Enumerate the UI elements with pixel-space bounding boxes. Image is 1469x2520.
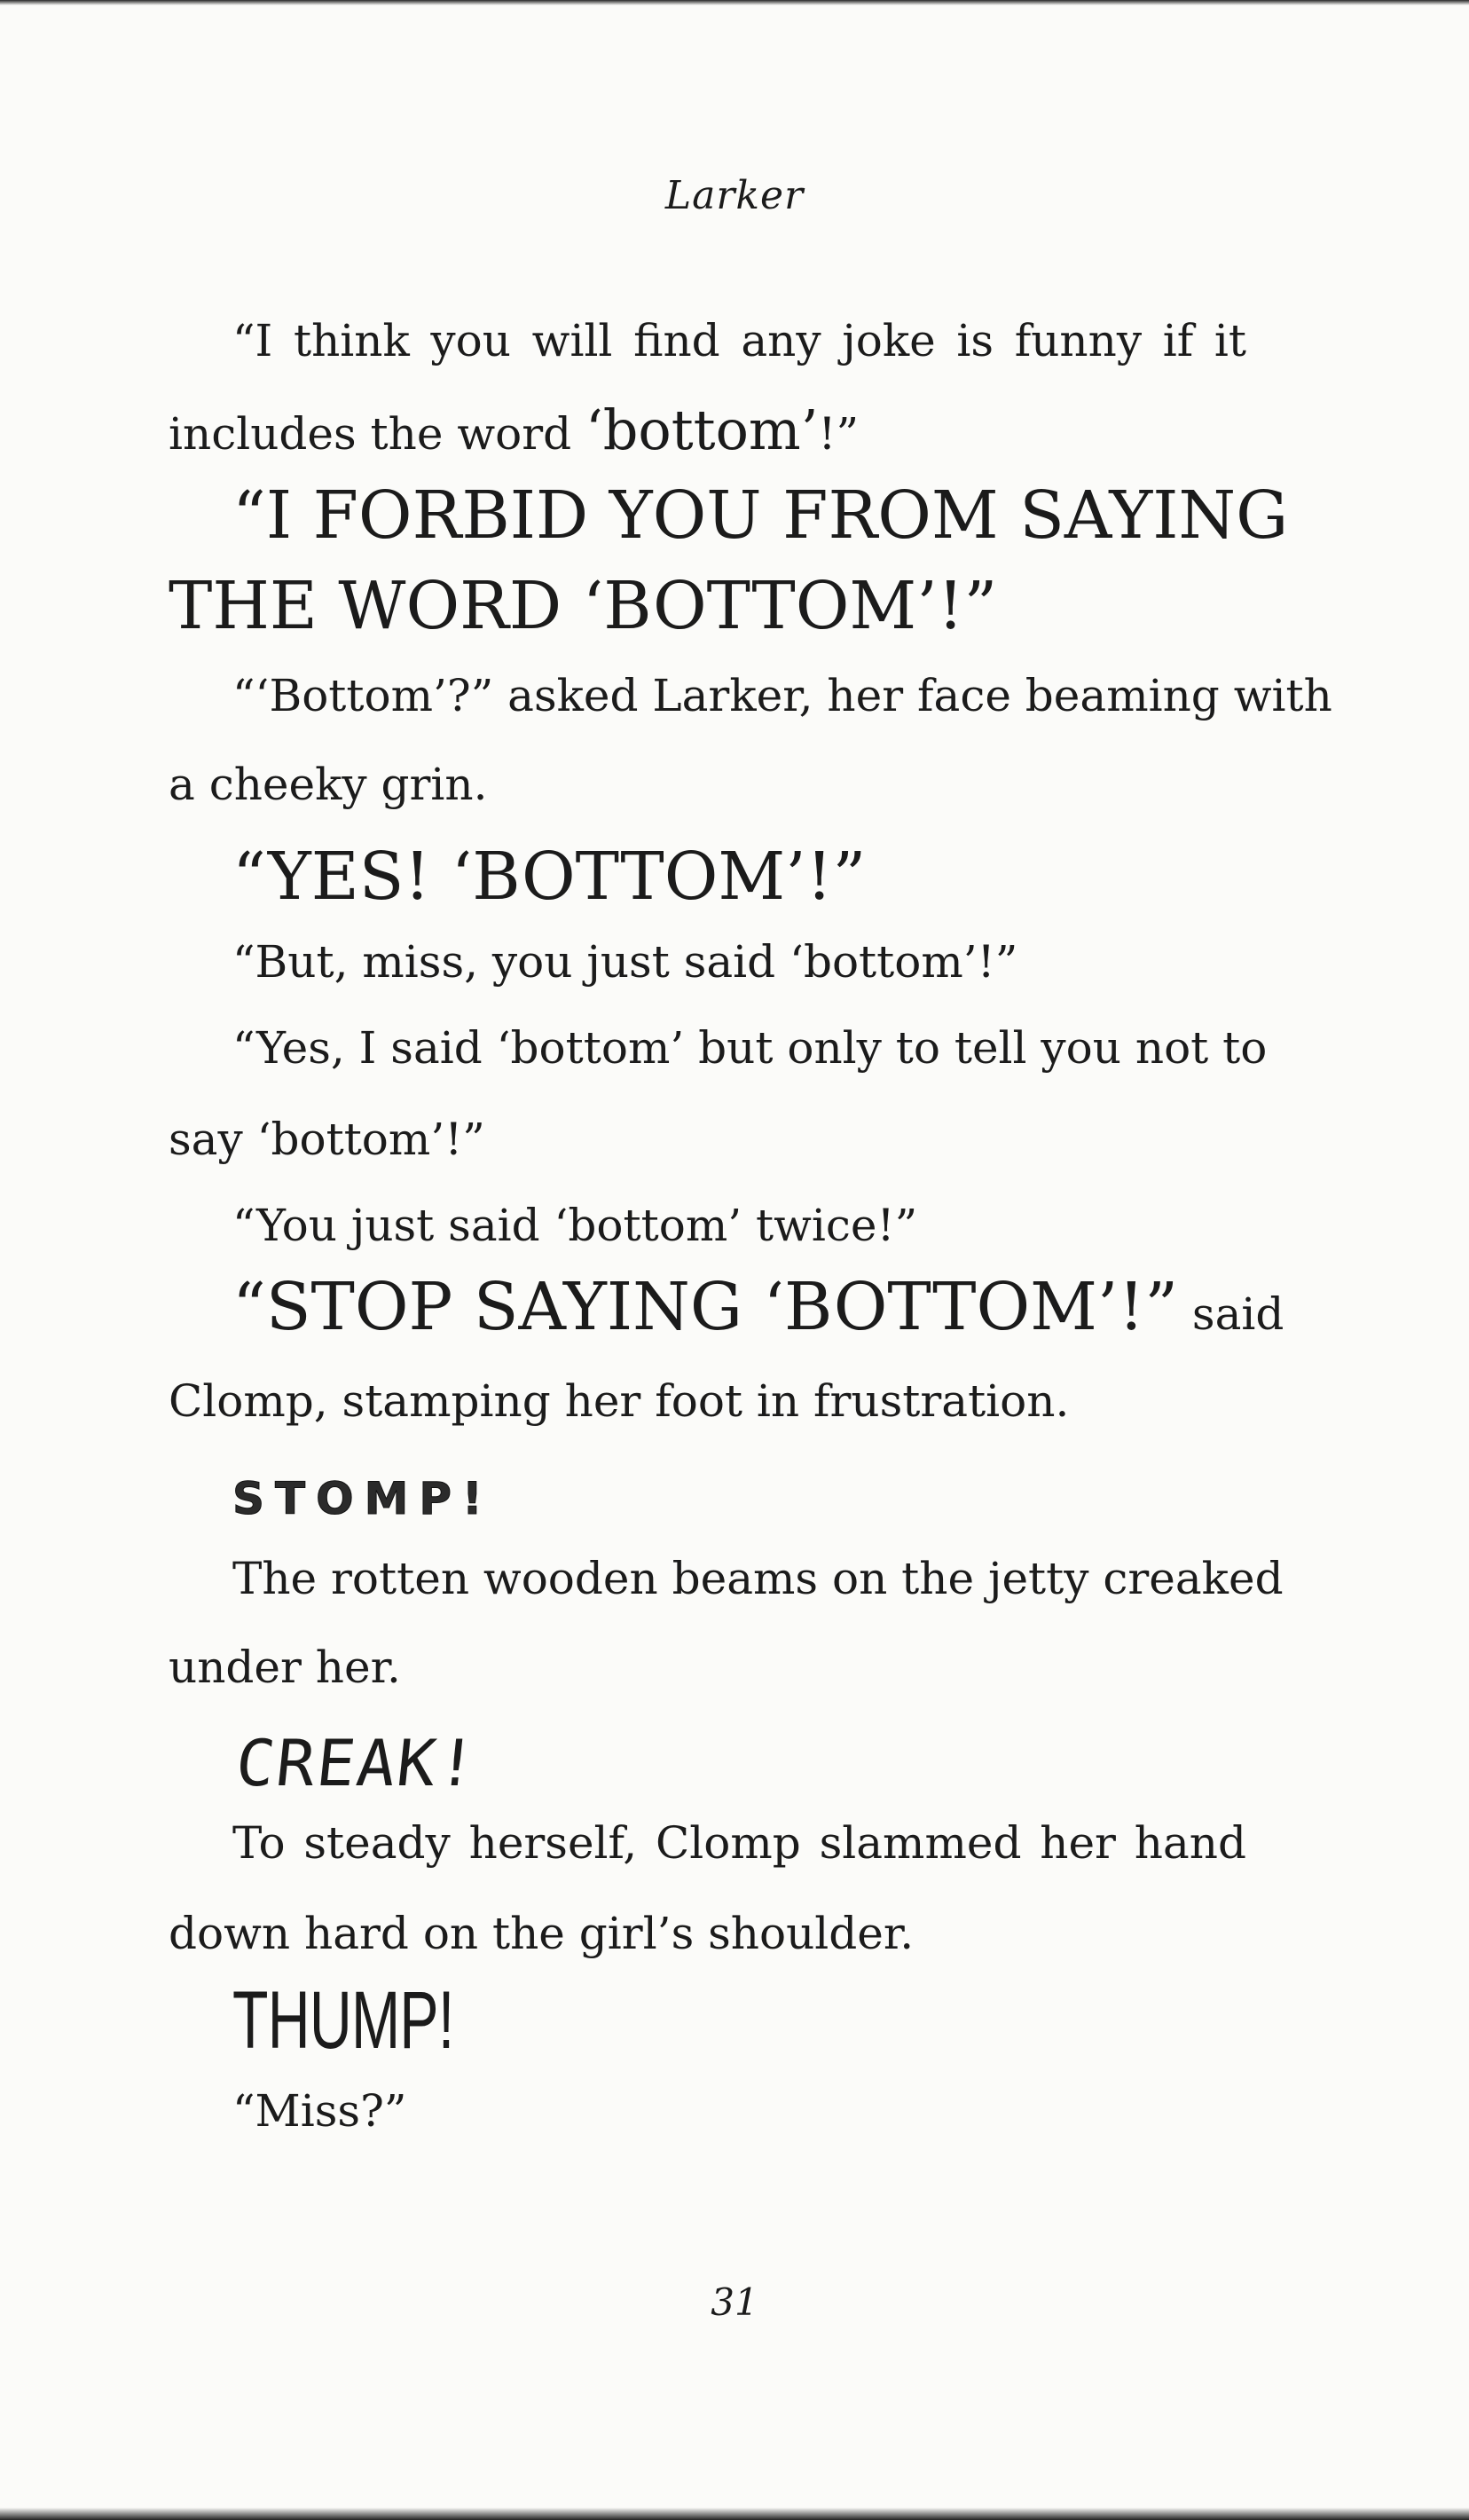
sound-effect-thump: THUMP! — [232, 1975, 454, 2066]
text-line: say ‘bottom’!” — [169, 1114, 485, 1165]
text-line: “Yes, I said ‘bottom’ but only to tell you not to — [232, 1022, 1268, 1074]
text-line: down hard on the girl’s shoulder. — [169, 1908, 915, 1959]
text-fragment: includes the word — [169, 408, 586, 460]
scan-edge-bottom — [0, 2508, 1469, 2520]
text-fragment: said — [1178, 1288, 1284, 1340]
text-line: under her. — [169, 1642, 401, 1693]
text-line: Clomp, stamping her foot in frustration. — [169, 1375, 1070, 1427]
shouted-line: THE WORD ‘BOTTOM’!” — [169, 568, 998, 644]
shouted-fragment: “STOP SAYING ‘BOTTOM’!” — [232, 1269, 1179, 1345]
emphasized-word: ‘bottom’ — [585, 398, 819, 462]
text-line: The rotten wooden beams on the jetty creaked — [232, 1553, 1284, 1604]
text-line: “You just said ‘bottom’ twice!” — [232, 1200, 918, 1251]
text-line: To steady herself, Clomp slammed her hand — [232, 1817, 1246, 1869]
text-line: a cheeky grin. — [169, 759, 488, 810]
text-fragment: !” — [818, 408, 860, 460]
sound-effect-stomp: STOMP! — [232, 1473, 493, 1524]
sound-effect-creak: CREAK! — [232, 1726, 482, 1800]
running-head: Larker — [664, 173, 805, 218]
shouted-line: “YES! ‘BOTTOM’!” — [232, 839, 867, 915]
text-line — [232, 1269, 1284, 1345]
text-line: “But, miss, you just said ‘bottom’!” — [232, 936, 1018, 988]
page-number: 31 — [711, 2280, 758, 2324]
shouted-line: “I FORBID YOU FROM SAYING — [232, 477, 1289, 554]
text-line: “Miss?” — [232, 2085, 407, 2137]
text-line: “I think you will find any joke is funny if it — [232, 315, 1246, 366]
text-line — [169, 398, 859, 462]
text-line: “‘Bottom’?” asked Larker, her face beaming with — [232, 670, 1332, 721]
